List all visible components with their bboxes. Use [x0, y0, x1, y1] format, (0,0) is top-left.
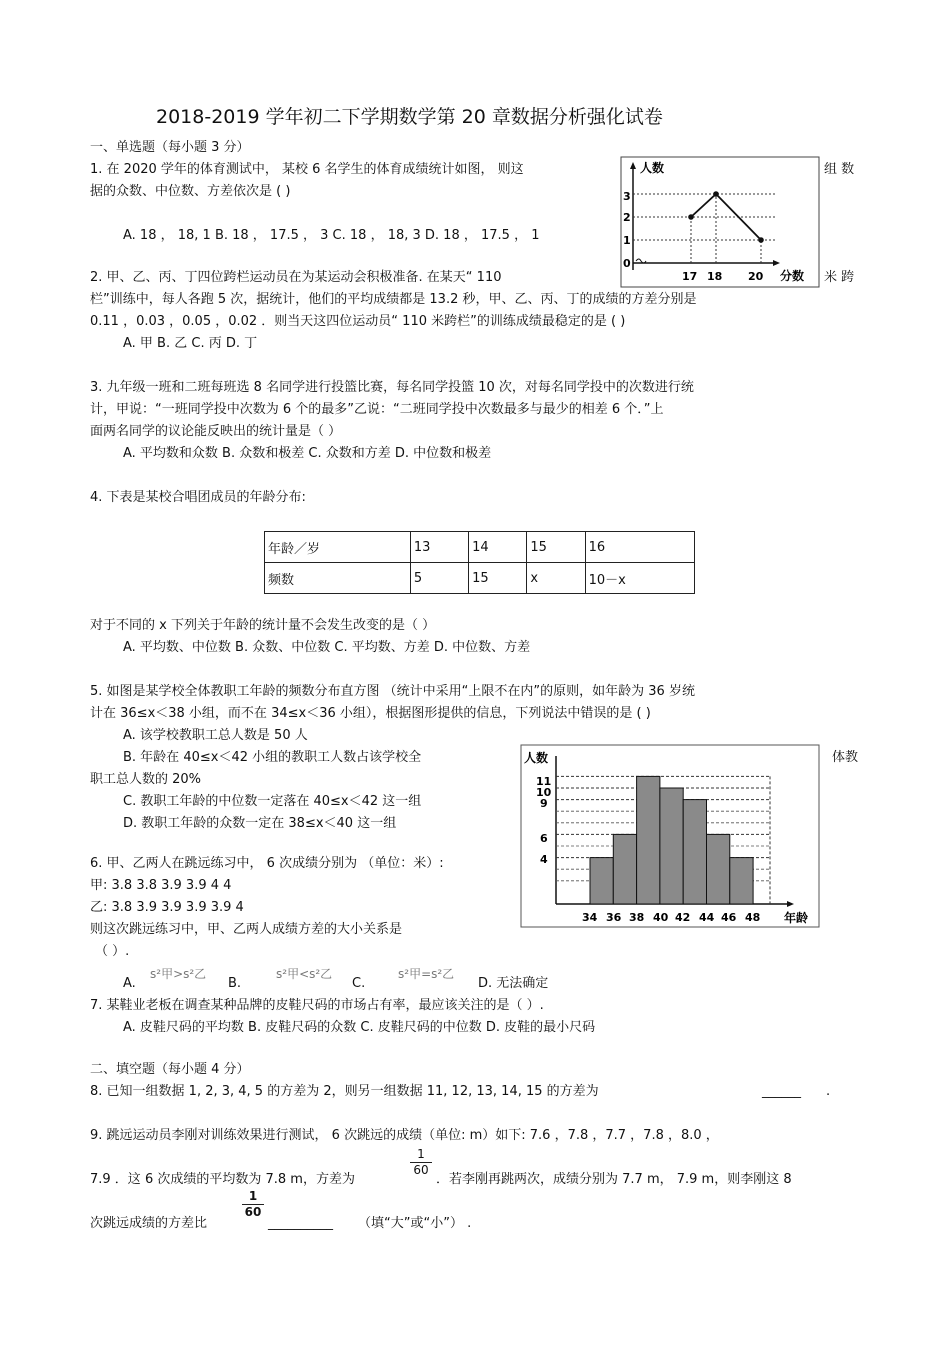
histogram-bar: [637, 776, 660, 904]
hist-xtick: 34: [582, 911, 598, 924]
q6-option-d: D. 无法确定: [478, 976, 549, 991]
q3-line1: 3. 九年级一班和二班每班选 8 名同学进行投篮比赛，每名同学投篮 10 次，对每名同学投中的次数进行统: [90, 380, 694, 395]
q1-chart-xlabel: 分数: [780, 269, 805, 283]
q1-line2: 据的众数、中位数、方差依次是 ( ): [90, 184, 291, 199]
q6-line3: 乙: 3.8 3.9 3.9 3.9 3.9 4: [90, 900, 244, 915]
q9-blank: __________: [268, 1216, 333, 1231]
q9-line3a: 次跳远成绩的方差比: [90, 1216, 208, 1231]
hist-xtick: 38: [629, 911, 645, 924]
histogram-bar: [707, 834, 730, 904]
hist-xtick: 42: [675, 911, 691, 924]
q5-option-d: D. 教职工年龄的众数一定在 38≤x＜40 这一组: [123, 816, 397, 831]
q7-options: A. 皮鞋尺码的平均数 B. 皮鞋尺码的众数 C. 皮鞋尺码的中位数 D. 皮鞋的最小尺码: [123, 1020, 596, 1035]
hist-xtick: 46: [721, 911, 737, 924]
section-heading-single-choice: 一、单选题（每小题 3 分）: [90, 140, 250, 155]
hist-ylabel: 人数: [524, 751, 549, 765]
page-title: 2018-2019 学年初二下学期数学第 20 章数据分析强化试卷: [156, 106, 663, 128]
q5-option-b-right: 体教: [832, 750, 859, 765]
hist-xtick: 48: [745, 911, 761, 924]
q8-end: .: [826, 1084, 831, 1099]
q1-xtick-18: 18: [707, 270, 723, 283]
q9-line1: 9. 跳远运动员李刚对训练效果进行测试， 6 次跳远的成绩（单位: m）如下: 7.6 ，7.8 ，7.7 ，7.8 ，8.0 ，: [90, 1128, 719, 1143]
table-cell: 15: [469, 563, 527, 594]
q8-line1: 8. 已知一组数据 1, 2, 3, 4, 5 的方差为 2，则另一组数据 11, 12, 13, 14, 15 的方差为: [90, 1084, 599, 1099]
q6-option-b: B.: [228, 976, 242, 991]
q6-option-c: C.: [352, 976, 366, 991]
q4-line1: 4. 下表是某校合唱团成员的年龄分布:: [90, 490, 306, 505]
q6-formula-b: s²甲<s²乙: [276, 967, 333, 981]
q4-line2: 对于不同的 x 下列关于年龄的统计量不会发生改变的是（ ）: [90, 618, 436, 633]
table-cell: 15: [527, 532, 585, 563]
q1-ytick-0: 0: [623, 257, 631, 270]
hist-ytick-10: 10: [536, 786, 552, 799]
table-cell: 频数: [265, 563, 411, 594]
hist-xtick: 36: [606, 911, 622, 924]
q1-chart-ylabel: 人数: [640, 161, 665, 175]
data-point: [713, 191, 719, 197]
histogram-bar: [683, 800, 706, 904]
q2-line3: 0.11 ，0.03 ，0.05 ，0.02 ．则当天这四位运动员“ 110 米跨栏”的训练成绩最稳定的是 ( ): [90, 314, 626, 329]
table-cell: 年龄／岁: [265, 532, 411, 563]
age-histogram: [520, 744, 820, 928]
q2-line1: 2. 甲、乙、丙、丁四位跨栏运动员在为某运动会积极准备. 在某天“ 110: [90, 270, 502, 285]
hist-xtick: 44: [699, 911, 715, 924]
q9-line3b: （填“大”或“小”） .: [358, 1216, 472, 1231]
age-distribution-table: [264, 531, 695, 594]
q9-line2a: 7.9 ．这 6 次成绩的平均数为 7.8 m，方差为: [90, 1172, 355, 1187]
q6-line2: 甲: 3.8 3.8 3.9 3.9 4 4: [90, 878, 232, 893]
table-row: [265, 532, 695, 563]
q1-ytick-2: 2: [623, 211, 631, 224]
q9-fraction-den-2: 60: [244, 1205, 262, 1219]
table-cell: 13: [410, 532, 468, 563]
q9-fraction-compare: [242, 1190, 264, 1219]
q6-line5: （ ）.: [95, 944, 130, 959]
hist-ytick-6: 6: [540, 832, 548, 845]
q2-line2: 栏”训练中，每人各跑 5 次，据统计，他们的平均成绩都是 13.2 秒，甲、乙、丙、丁的成绩的方差分别是: [90, 292, 697, 307]
table-row: [265, 563, 695, 594]
q9-fraction-num: 1: [417, 1147, 425, 1161]
table-cell: 5: [410, 563, 468, 594]
q3-line3: 面两名同学的议论能反映出的统计量是（ ）: [90, 424, 342, 439]
q6-option-a: A.: [123, 976, 136, 991]
q9-fraction-den: 60: [413, 1163, 429, 1177]
q6-formula-c: s²甲=s²乙: [398, 967, 455, 981]
q1-xtick-17: 17: [682, 270, 698, 283]
histogram-bar: [590, 858, 613, 904]
table-cell: 10－x: [585, 563, 694, 594]
q5-line2: 计在 36≤x＜38 小组，而不在 34≤x＜36 小组），根据图形提供的信息，下列说法中错误的是 ( ): [90, 706, 651, 721]
table-cell: x: [527, 563, 585, 594]
q1-ytick-3: 3: [623, 190, 631, 203]
q3-line2: 计，甲说：“一班同学投中次数为 6 个的最多”乙说：“二班同学投中次数最多与最少的相差 6 个．”上: [90, 402, 664, 417]
q4-options: A. 平均数、中位数 B. 众数、中位数 C. 平均数、方差 D. 中位数、方差: [123, 640, 531, 655]
q5-option-b-cont: 职工总人数的 20%: [90, 772, 202, 787]
q6-formula-a: s²甲>s²乙: [150, 967, 207, 981]
q1-options: A. 18 ， 18, 1 B. 18 ， 17.5 ， 3 C. 18 ， 18, 3 D. 18 ， 17.5 ， 1: [123, 228, 540, 243]
data-point: [688, 214, 694, 220]
q6-line1: 6. 甲、乙两人在跳远练习中， 6 次成绩分别为 （单位：米）:: [90, 856, 444, 871]
q9-fraction-num-2: 1: [248, 1189, 258, 1203]
q9-fraction-variance: [410, 1148, 432, 1177]
hist-xlabel: 年龄: [784, 911, 809, 925]
q3-options: A. 平均数和众数 B. 众数和极差 C. 众数和方差 D. 中位数和极差: [123, 446, 492, 461]
section-heading-fill-blank: 二、填空题（每小题 4 分）: [90, 1062, 250, 1077]
hist-ytick-4: 4: [540, 853, 548, 866]
q1-xtick-20: 20: [748, 270, 764, 283]
q1-ytick-1: 1: [623, 234, 631, 247]
histogram-bar: [660, 788, 683, 904]
table-cell: 14: [469, 532, 527, 563]
q6-line4: 则这次跳远练习中，甲、乙两人成绩方差的大小关系是: [90, 922, 403, 937]
data-point: [758, 237, 764, 243]
q5-option-b: B. 年龄在 40≤x＜42 小组的教职工人数占该学校全: [123, 750, 422, 765]
q5-option-c: C. 教职工年龄的中位数一定落在 40≤x＜42 这一组: [123, 794, 422, 809]
hist-ytick-9: 9: [540, 797, 548, 810]
q5-option-a: A. 该学校教职工总人数是 50 人: [123, 728, 308, 743]
q1-line1: 1. 在 2020 学年的体育测试中， 某校 6 名学生的体育成绩统计如图， 则这: [90, 162, 524, 177]
hist-xtick: 40: [653, 911, 669, 924]
q7-line1: 7. 某鞋业老板在调查某种品牌的皮鞋尺码的市场占有率，最应该关注的是（ ）.: [90, 998, 544, 1013]
histogram-bar: [613, 834, 636, 904]
q1-line1-right: 组 数: [824, 162, 855, 177]
q9-line2b: ．若李刚再跳两次，成绩分别为 7.7 m， 7.9 m，则李刚这 8: [436, 1172, 792, 1187]
histogram-bar: [730, 858, 753, 904]
q1-line-chart: [620, 156, 820, 288]
hist-ytick-11: 11: [536, 775, 552, 788]
table-cell: 16: [585, 532, 694, 563]
q2-line1-right: 米 跨: [824, 270, 855, 285]
q2-options: A. 甲 B. 乙 C. 丙 D. 丁: [123, 336, 258, 351]
q8-blank: ______: [762, 1084, 801, 1099]
q5-line1: 5. 如图是某学校全体教职工年龄的频数分布直方图 （统计中采用“上限不在内”的原则，如年龄为 36 岁统: [90, 684, 695, 699]
